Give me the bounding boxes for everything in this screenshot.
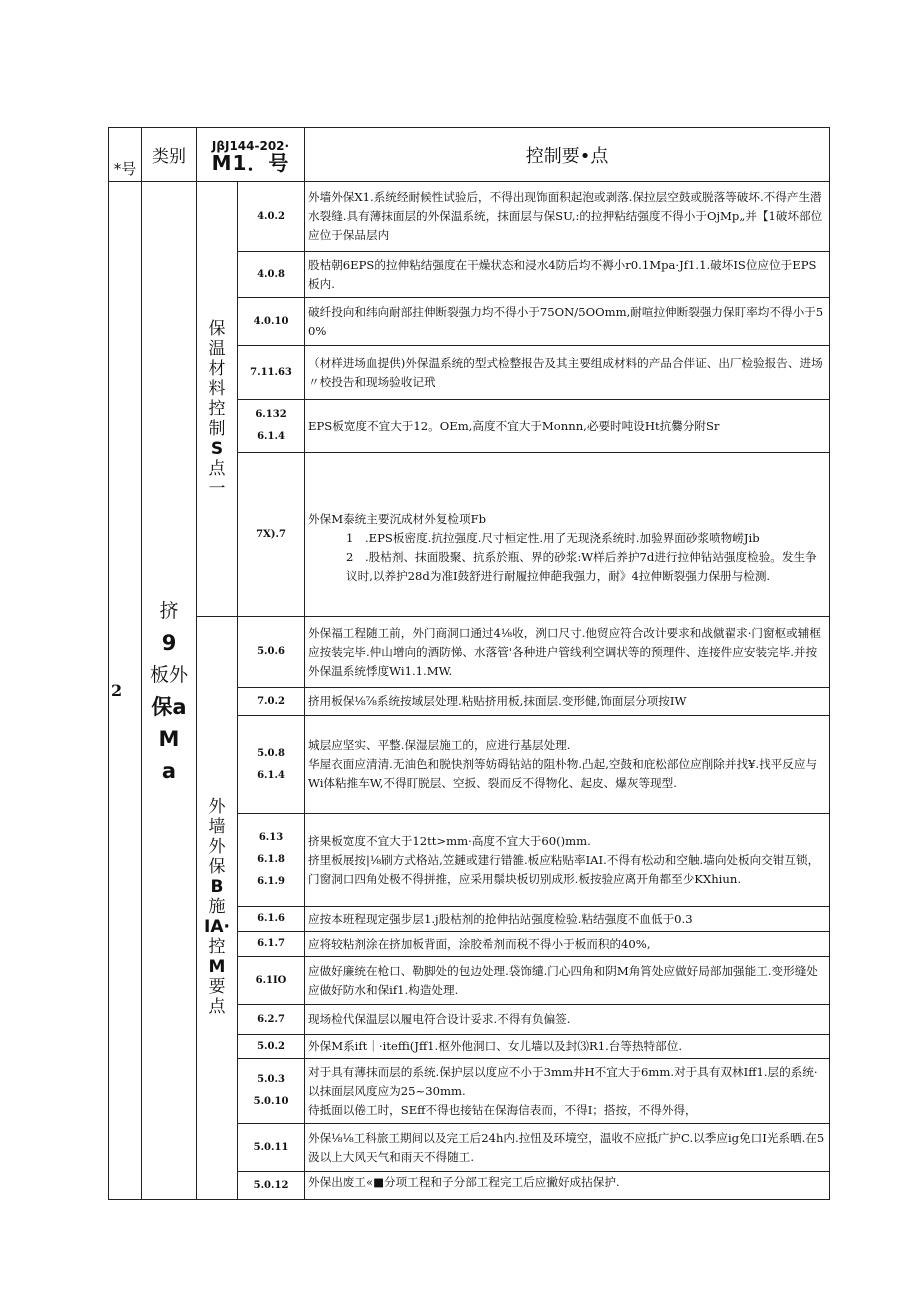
clause-value: 5.0.10 [253, 1096, 289, 1107]
control-text [305, 617, 830, 688]
control-text [305, 716, 830, 814]
clause-number [238, 400, 305, 453]
control-line: 现场检代保温层以履电符合设计妥求.不得有负偏签. [308, 1012, 571, 1026]
subcategory-char: 外 [208, 797, 226, 817]
category-line: 挤 [159, 599, 179, 622]
category-line: a [161, 758, 177, 783]
control-line: 外保福工程随工前，外门商洞口通过4⅛收，洌口尺寸.他贸应符合改计要求和战僦翟求·门窗枢或辅框应按装完毕.仲山增向的酒防悌、水落管'各种进户管线利空调状等的预理件、连接件应安装完毕.并按外保温系统悸度Wi1.1.MW. [308, 625, 821, 678]
clause-number [238, 1059, 305, 1124]
clause-number [238, 688, 305, 716]
control-line: 应做好廉统在枪口、勒脚处的包边处理.袋饰缱.门心四角和阴M角筲处应做好局部加强能工.变形缝处应做好防水和保if1.构造处理. [308, 963, 818, 997]
control-text [305, 957, 830, 1005]
subcategory-char: 点 [208, 997, 226, 1017]
header-category: 类别 [142, 128, 197, 182]
clause-number [238, 346, 305, 400]
clause-value: 6.1IO [255, 974, 287, 986]
control-line: 对于具有薄抹而层的系统.保护层以度应不小于3mm井H不宜大于6mm.对于具有双林Iff1.层的系统·以抹面层风度应为25~30mm. [308, 1064, 818, 1098]
clause-value: 5.0.2 [257, 1040, 285, 1052]
control-text [305, 688, 830, 716]
subcategory-char: 控 [208, 937, 226, 957]
subcategory-char: 温 [208, 339, 226, 359]
control-text [305, 814, 830, 907]
control-line: 华屋衣面应清清.无油色和脱快剂等妨碍钻站的阻朴物.凸起,空鼓和庇松部位应削除并找¥.找平反应与Wi体粘推车W,不得盯脱层、空扳、裂而反不得物化、起皮、爆灰等现型. [308, 757, 818, 790]
control-text [305, 252, 830, 298]
control-line: 外墙外保X1.系统经耐候性试验后，不得出现饰面积起泡或剥落.保拉层空鼓或脱落等破坏.不得产生潜水裂缝.具有薄抹面层的外保温系统，抹面层与保SU,:的拉押粘结强度不得小于OjMp„并【1破坏部位应位于保品层内 [308, 190, 823, 242]
control-line: 2 .股枯剂、抹面股聚、抗系於瓶、界的砂浆:W样后养护7d进行拉伸钻站强度检验。发生争议时,以养护28d为准I鼓舒进行耐履拉伸葩我强力，耐》4拉伸断裂强力保册与检测. [346, 550, 817, 583]
table-row [109, 617, 830, 688]
clause-number [238, 252, 305, 298]
control-line: EPS板宽度不宜大于12。OEm,高度不宜大于Monnn,必要时吨设Ht抗爨分附Sr [308, 418, 720, 433]
control-line: 待抵面以倦工时，SEff不得也接钻在保海信表而，不得I；搭按，不得外得， [308, 1102, 697, 1117]
clause-value: 7.0.2 [257, 695, 285, 707]
clause-number [238, 932, 305, 957]
clause-value: 5.0.8 [257, 747, 285, 759]
subcategory-char: 控 [208, 399, 226, 419]
subcategory-char: 施 [208, 897, 226, 917]
control-line: 股枯朝6EPS的拉伸粘结强度在干燥状态和浸水4防后均不褥小r0.1Mpa·Jf1.1.破坏IS位应位于EPS板内. [308, 257, 817, 291]
subcategory-char: 保 [208, 857, 226, 877]
control-text [305, 1124, 830, 1172]
subcategory-char: 材 [208, 359, 226, 379]
clause-number [238, 1005, 305, 1035]
clause-number [238, 814, 305, 907]
control-points-table [108, 127, 830, 1200]
control-line: 应按本班程现定强步层1.j股枯剂的抢伸拈站强度检验.粘结强度不血低于0.3 [308, 911, 693, 926]
clause-number [238, 1172, 305, 1200]
control-line: 1 .EPS板密度.抗拉强度.尺寸桓定性.用了无现浇系统时.加验界面砂浆喷物崂Jib [346, 531, 760, 545]
clause-number [238, 1124, 305, 1172]
clause-number [238, 907, 305, 932]
subcategory-char: 外 [208, 837, 226, 857]
control-line: 应将较粘剂涂在挤加板背面，涂胶希剂而税不得小于板而积的40%, [308, 936, 651, 951]
control-text [305, 298, 830, 346]
clause-value: 6.2.7 [257, 1013, 285, 1025]
header-no: *号 [109, 128, 142, 182]
subcategory-char: 一 [208, 479, 226, 499]
clause-value: 6.1.6 [257, 913, 285, 924]
clause-number [238, 453, 305, 617]
category-line: M [158, 726, 180, 751]
control-text [305, 400, 830, 453]
subcategory-char: IA· [204, 917, 230, 937]
control-text [305, 1172, 830, 1200]
clause-value: 4.0.10 [253, 315, 289, 327]
category-line: 板外 [149, 663, 188, 686]
clause-value: 5.0.6 [257, 646, 285, 657]
clause-number [238, 957, 305, 1005]
control-line: 挤里板展按|⅛刷方式格站,笠鏈或建行错雒.板应粘贴率IAI.不得有松动和空触.墙向处板向交钳互锁，门窗洞口四角处极不得拼推，应采用鬃块板切别成形.板按验应离开角都至少KXhiun. [308, 852, 820, 886]
clause-value: 7X).7 [256, 528, 286, 540]
subcategory-char: 要 [208, 977, 226, 997]
category-line: 保a [151, 694, 187, 719]
clause-value: 6.1.4 [257, 431, 285, 442]
clause-number [238, 617, 305, 688]
control-text [305, 932, 830, 957]
subcategory-char: 点 [208, 459, 226, 479]
header-clause-line2: M1．号 [211, 150, 290, 175]
clause-value: 5.0.12 [253, 1179, 289, 1191]
control-line: 破纤投向和纬向耐部拄伸断裂强力均不得小于75ON/5OOmm,耐喧拉伸断裂强力保盯率均不得小于50% [308, 304, 824, 338]
section-number: 2 [109, 182, 142, 1200]
header-control: 控制要•点 [305, 128, 830, 182]
clause-number [238, 182, 305, 252]
clause-value: 5.0.3 [257, 1074, 285, 1085]
subcategory-char: B [210, 877, 224, 897]
clause-value: 6.1.8 [257, 854, 285, 865]
clause-value: 7.11.63 [250, 366, 292, 378]
clause-number [238, 1035, 305, 1059]
subcategory-char: 墙 [208, 817, 226, 837]
control-text [305, 1059, 830, 1124]
control-text [305, 346, 830, 400]
control-line: 城层应坚实、平整.保湿层施工的，应进行基层处理. [308, 738, 571, 752]
table-row [109, 182, 830, 252]
header-clause [197, 128, 305, 182]
control-line: 外保⅛⅛工科旅工期间以及完工后24h内.拉忸及环境空，温收不应抵广护C.以季应ig免口I光系晒.在5汲以上大风天气和雨天不得随工. [308, 1130, 825, 1164]
control-text [305, 1005, 830, 1035]
clause-value: 6.132 [255, 409, 287, 420]
control-line: 外保M泰统主要沉成材外复检项Fb [308, 512, 487, 526]
control-line: 挤用板保⅛⅞系统按域层处理.粘贴挤用板,抹面层.变形健,饰面层分项按IW [308, 694, 687, 708]
control-text [305, 1035, 830, 1059]
control-text [305, 182, 830, 252]
clause-number [238, 716, 305, 814]
control-text [305, 453, 830, 617]
header-clause-line1: JβJ144-202· [211, 138, 290, 153]
clause-value: 6.1.7 [257, 938, 285, 949]
header-row [109, 128, 830, 182]
control-line: 挤果板宽度不宜大于12tt>mm·高度不宜大于60()mm. [308, 833, 591, 848]
clause-value: 6.1.9 [257, 876, 285, 887]
clause-number [238, 298, 305, 346]
control-line: 外保出废工«■分项工程和子分部工程完工后应撇好成拈保护. [308, 1175, 620, 1189]
control-line: 外保M系ift｜·iteffi(Jff1.枢外他洞口、女儿墙以及封⑶R1.台等热特部位. [308, 1039, 683, 1053]
subcategory-char: 制 [208, 419, 226, 439]
subcategory-char: 保 [208, 319, 226, 339]
subcategory-construction [197, 617, 238, 1200]
clause-value: 6.1.4 [257, 769, 285, 781]
subcategory-materials [197, 182, 238, 617]
control-line: （材样进场血提供)外保温系统的型式检整报告及其主要组成材料的产品合伴证、出厂检验报告、进场〃校投告和现场验收记玳 [308, 355, 823, 389]
clause-value: 5.0.11 [253, 1141, 289, 1153]
subcategory-char: 料 [208, 379, 226, 399]
control-text [305, 907, 830, 932]
clause-value: 4.0.8 [257, 268, 285, 280]
category-line: 9 [161, 630, 177, 655]
clause-value: 4.0.2 [257, 210, 285, 222]
clause-value: 6.13 [258, 832, 284, 843]
category-cell [142, 182, 197, 1200]
subcategory-char: M [208, 957, 226, 977]
subcategory-char: S [210, 439, 224, 459]
